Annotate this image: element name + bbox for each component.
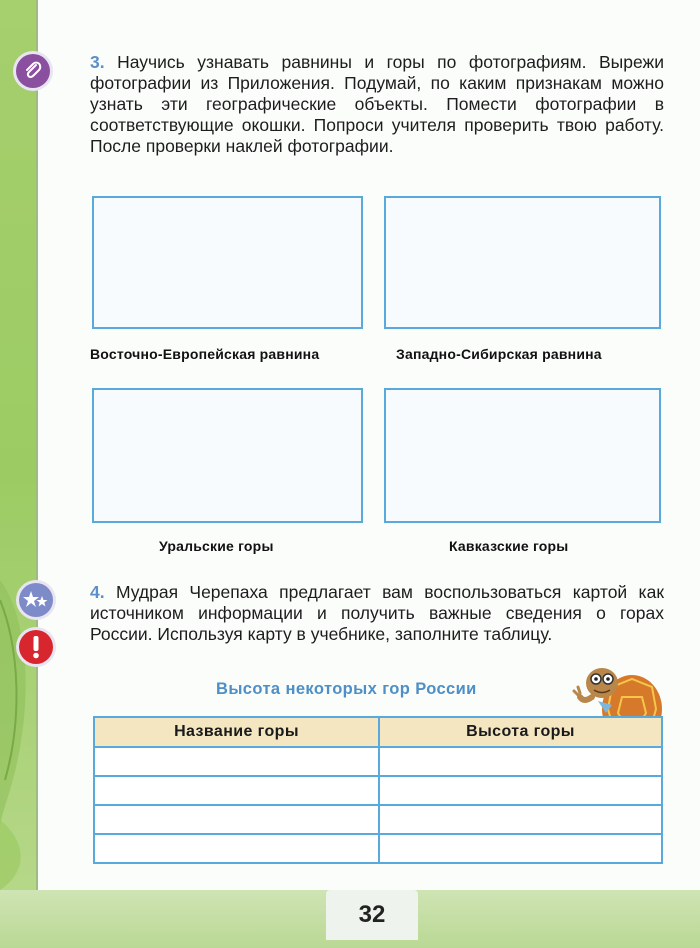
mountain-height-cell[interactable] bbox=[379, 805, 662, 834]
exclamation-icon bbox=[19, 630, 53, 664]
mountain-height-cell[interactable] bbox=[379, 747, 662, 776]
task-4-number: 4. bbox=[90, 582, 105, 602]
table-row bbox=[94, 834, 662, 863]
table-row bbox=[94, 805, 662, 834]
table-row bbox=[94, 747, 662, 776]
photo-slot-caucasus-mountains[interactable] bbox=[384, 388, 661, 523]
mountain-name-cell[interactable] bbox=[94, 747, 379, 776]
photo-slot-east-european-plain[interactable] bbox=[92, 196, 363, 329]
mountain-height-cell[interactable] bbox=[379, 834, 662, 863]
paperclip-icon bbox=[16, 54, 50, 88]
table-title: Высота некоторых гор России bbox=[216, 680, 477, 698]
table-row bbox=[94, 776, 662, 805]
photo-slot-west-siberian-plain[interactable] bbox=[384, 196, 661, 329]
column-mountain-name: Название горы bbox=[94, 717, 379, 747]
caption-west-siberian-plain: Западно-Сибирская равнина bbox=[396, 346, 602, 362]
caption-caucasus-mountains: Кавказские горы bbox=[449, 538, 569, 554]
task-4-instructions: Мудрая Черепаха предлагает вам воспользоваться картой как источником информации и получить важные сведения о горах России. Используя карту в учебнике, заполните таблицу. bbox=[90, 582, 664, 644]
task-3-number: 3. bbox=[90, 52, 105, 72]
mountain-name-cell[interactable] bbox=[94, 805, 379, 834]
table-header-row bbox=[94, 717, 662, 747]
task-4-text bbox=[90, 582, 664, 645]
task-3-text bbox=[90, 52, 664, 157]
mountain-height-cell[interactable] bbox=[379, 776, 662, 805]
task-3-instructions: Научись узнавать равнины и горы по фотографиям. Вырежи фотографии из Приложения. Подумай, по каким признакам можно узнать эти географические объекты. Помести фотографии в соответствующие окошки. Попроси учителя проверить твою работу. После проверки наклей фотографии. bbox=[90, 52, 664, 156]
caption-east-european-plain: Восточно-Европейская равнина bbox=[90, 346, 320, 362]
mountains-height-table bbox=[93, 716, 663, 864]
stars-icon bbox=[19, 583, 53, 617]
caption-ural-mountains: Уральские горы bbox=[159, 538, 274, 554]
column-mountain-height: Высота горы bbox=[379, 717, 662, 747]
mountain-name-cell[interactable] bbox=[94, 834, 379, 863]
mountain-name-cell[interactable] bbox=[94, 776, 379, 805]
page-number: 32 bbox=[326, 890, 418, 940]
photo-slot-ural-mountains[interactable] bbox=[92, 388, 363, 523]
